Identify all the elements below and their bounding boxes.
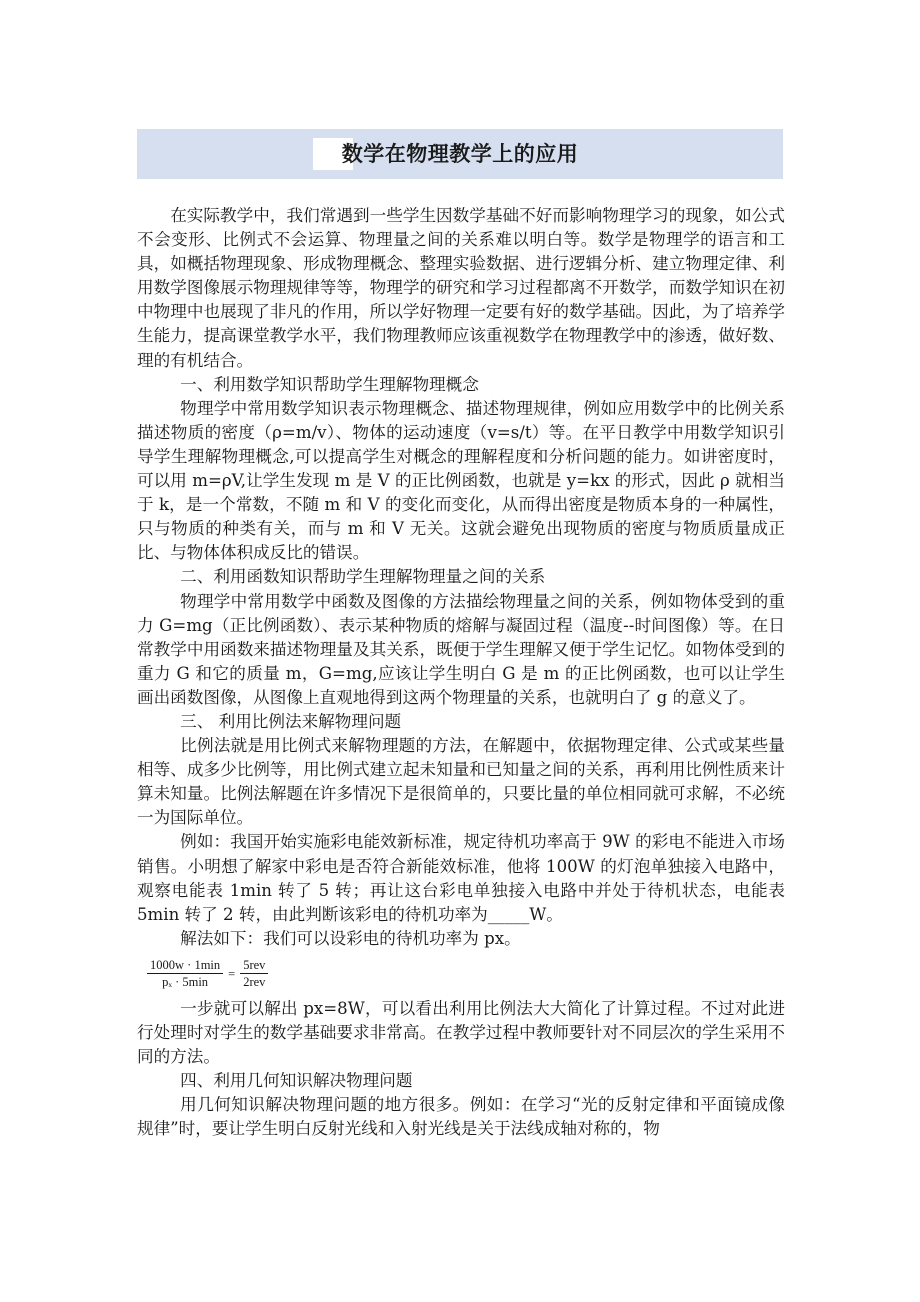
formula-left-fraction bbox=[147, 957, 223, 990]
document-title: 数学在物理教学上的应用 bbox=[341, 142, 579, 166]
section-2-paragraph: 物理学中常用数学中函数及图像的方法描绘物理量之间的关系，例如物体受到的重力 G=mg（正比例函数）、表示某种物质的熔解与凝固过程（温度--时间图像）等。在日常教学中用函数来描述物理量及其关系，既便于学生理解又便于学生记忆。如物体受到的重力 G 和它的质量 m，G=mg,应该让学生明白 G 是 m 的正比例函数，也可以让学生画出函数图像，从图像上直观地得到这两个物理量的关系，也就明白了 g 的意义了。 bbox=[137, 591, 785, 707]
formula-equals-sign: = bbox=[228, 966, 236, 981]
intro-paragraph: 在实际教学中，我们常遇到一些学生因数学基础不好而影响物理学习的现象，如公式不会变形、比例式不会运算、物理量之间的关系难以明白等。数学是物理学的语言和工具，如概括物理现象、形成物理概念、整理实验数据、进行逻辑分析、建立物理定律、利用数学图像展示物理规律等等，物理学的研究和学习过程都离不开数学，而数学知识在初中物理中也展现了非凡的作用，所以学好物理一定要有好的数学基础。因此，为了培养学生能力，提高课堂教学水平，我们物理教师应该重视数学在物理教学中的渗透，做好数、理的有机结合。 bbox=[137, 206, 785, 370]
section-3-solution-intro: 解法如下：我们可以设彩电的待机功率为 px。 bbox=[180, 928, 521, 948]
section-1-paragraph: 物理学中常用数学知识表示物理概念、描述物理规律，例如应用数学中的比例关系描述物质的密度（ρ=m/v）、物体的运动速度（v=s/t）等。在平日教学中用数学知识引导学生理解物理概念,可以提高学生对概念的理解程度和分析问题的能力。如讲密度时，可以用 m=ρV,让学生发现 m 是 V 的正比例函数，也就是 y=kx 的形式，因此 ρ 就相当于 k，是一个常数，不随 m 和 V 的变化而变化，从而得出密度是物质本身的一种属性，只与物质的种类有关，而与 m 和 V 无关。这就会避免出现物质的密度与物质质量成正比、与物体体积成反比的错误。 bbox=[137, 398, 785, 563]
section-4-heading: 四、利用几何知识解决物理问题 bbox=[180, 1071, 413, 1091]
section-1-heading: 一、利用数学知识帮助学生理解物理概念 bbox=[180, 374, 479, 394]
document-body bbox=[137, 204, 785, 1141]
formula-left-denominator: pₓ · 5min bbox=[162, 975, 209, 990]
section-2-heading: 二、利用函数知识帮助学生理解物理量之间的关系 bbox=[180, 567, 546, 587]
section-3-heading: 三、 利用比例法来解物理问题 bbox=[180, 711, 402, 731]
section-3-paragraph-2: 一步就可以解出 px=8W，可以看出利用比例法大大简化了计算过程。不过对此进行处理时对学生的数学基础要求非常高。在教学过程中教师要针对不同层次的学生采用不同的方法。 bbox=[137, 998, 785, 1067]
proportion-formula bbox=[147, 953, 785, 995]
formula-right-denominator: 2rev bbox=[243, 975, 266, 990]
formula-right-fraction bbox=[240, 957, 268, 990]
section-3-paragraph-1: 比例法就是用比例式来解物理题的方法，在解题中，依据物理定律、公式或某些量相等、成多少比例等，用比例式建立起未知量和已知量之间的关系，再利用比例性质来计算未知量。比例法解题在许多情况下是很简单的，只要比量的单位相同就可求解，不必统一为国际单位。 bbox=[137, 736, 785, 828]
formula-right-numerator: 5rev bbox=[240, 957, 268, 974]
formula-left-numerator: 1000w · 1min bbox=[147, 957, 223, 974]
section-4-paragraph: 用几何知识解决物理问题的地方很多。例如：在学习“光的反射定律和平面镜成像规律”时，要让学生明白反射光线和入射光线是关于法线成轴对称的，物 bbox=[137, 1095, 785, 1139]
section-3-example: 例如：我国开始实施彩电能效新标准，规定待机功率高于 9W 的彩电不能进入市场销售。小明想了解家中彩电是否符合新能效标准，他将 100W 的灯泡单独接入电路中，观察电能表 1min 转了 5 转；再让这台彩电单独接入电路中并处于待机状态，电能表 5min 转了 2 转，由此判断该彩电的待机功率为_____W。 bbox=[137, 832, 785, 924]
